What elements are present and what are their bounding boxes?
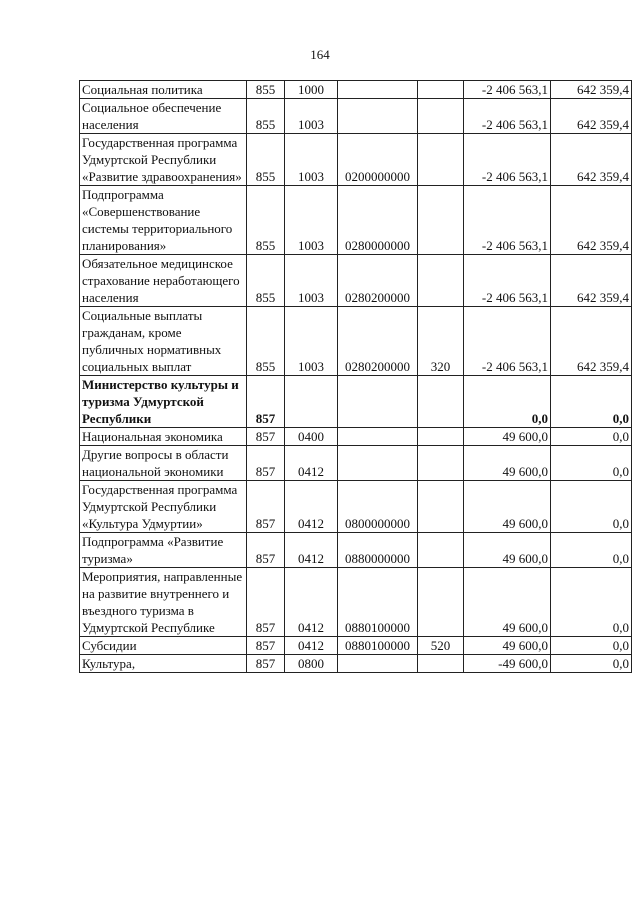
row-sum1-cell: 49 600,0 bbox=[464, 428, 551, 446]
row-csr-cell bbox=[338, 376, 418, 428]
table-row bbox=[80, 637, 632, 655]
row-name-cell: Национальная экономика bbox=[80, 428, 247, 446]
row-sum2-cell: 0,0 bbox=[551, 655, 632, 673]
row-sum2-cell: 0,0 bbox=[551, 637, 632, 655]
row-name-cell: Обязательное медицинское страхование неработающего населения bbox=[80, 255, 247, 307]
row-name-cell: Социальное обеспечение населения bbox=[80, 99, 247, 134]
row-sum1-cell: 49 600,0 bbox=[464, 533, 551, 568]
row-name-cell: Социальные выплаты гражданам, кроме публичных нормативных социальных выплат bbox=[80, 307, 247, 376]
row-ved-cell: 855 bbox=[247, 186, 285, 255]
row-name-cell: Мероприятия, направленные на развитие внутреннего и въездного туризма в Удмуртской Республике bbox=[80, 568, 247, 637]
row-name-cell: Социальная политика bbox=[80, 81, 247, 99]
table-row bbox=[80, 186, 632, 255]
table-row bbox=[80, 568, 632, 637]
row-name-cell: Государственная программа Удмуртской Республики «Культура Удмуртии» bbox=[80, 481, 247, 533]
row-csr-cell: 0800000000 bbox=[338, 481, 418, 533]
row-sum2-cell: 0,0 bbox=[551, 568, 632, 637]
table-row bbox=[80, 99, 632, 134]
row-sum2-cell: 0,0 bbox=[551, 533, 632, 568]
row-csr-cell bbox=[338, 428, 418, 446]
row-sum2-cell: 0,0 bbox=[551, 446, 632, 481]
row-rz-cell: 1003 bbox=[285, 99, 338, 134]
row-rz-cell: 1000 bbox=[285, 81, 338, 99]
row-csr-cell: 0280000000 bbox=[338, 186, 418, 255]
row-rz-cell: 1003 bbox=[285, 134, 338, 186]
row-vr-cell bbox=[418, 81, 464, 99]
row-sum2-cell: 0,0 bbox=[551, 376, 632, 428]
row-vr-cell: 520 bbox=[418, 637, 464, 655]
table-row bbox=[80, 428, 632, 446]
row-vr-cell bbox=[418, 568, 464, 637]
row-rz-cell: 0412 bbox=[285, 481, 338, 533]
row-csr-cell: 0280200000 bbox=[338, 255, 418, 307]
row-csr-cell bbox=[338, 446, 418, 481]
row-ved-cell: 855 bbox=[247, 255, 285, 307]
row-vr-cell bbox=[418, 481, 464, 533]
row-csr-cell: 0280200000 bbox=[338, 307, 418, 376]
row-ved-cell: 857 bbox=[247, 428, 285, 446]
row-vr-cell bbox=[418, 99, 464, 134]
row-sum1-cell: -2 406 563,1 bbox=[464, 99, 551, 134]
row-rz-cell bbox=[285, 376, 338, 428]
row-ved-cell: 857 bbox=[247, 376, 285, 428]
table-row bbox=[80, 255, 632, 307]
row-sum2-cell: 642 359,4 bbox=[551, 186, 632, 255]
table-row bbox=[80, 655, 632, 673]
row-sum1-cell: -2 406 563,1 bbox=[464, 186, 551, 255]
row-name-cell: Другие вопросы в области национальной экономики bbox=[80, 446, 247, 481]
table-row bbox=[80, 533, 632, 568]
page-number: 164 bbox=[310, 47, 330, 62]
row-sum1-cell: 49 600,0 bbox=[464, 568, 551, 637]
row-rz-cell: 0412 bbox=[285, 568, 338, 637]
row-sum1-cell: -2 406 563,1 bbox=[464, 255, 551, 307]
table-row bbox=[80, 376, 632, 428]
row-vr-cell bbox=[418, 533, 464, 568]
row-sum1-cell: -2 406 563,1 bbox=[464, 307, 551, 376]
row-csr-cell: 0200000000 bbox=[338, 134, 418, 186]
row-rz-cell: 1003 bbox=[285, 307, 338, 376]
row-sum1-cell: 49 600,0 bbox=[464, 481, 551, 533]
row-vr-cell bbox=[418, 428, 464, 446]
row-sum1-cell: -2 406 563,1 bbox=[464, 134, 551, 186]
table-row bbox=[80, 134, 632, 186]
row-name-cell: Подпрограмма «Развитие туризма» bbox=[80, 533, 247, 568]
row-sum1-cell: 49 600,0 bbox=[464, 446, 551, 481]
row-name-cell: Подпрограмма «Совершенствование системы территориального планирования» bbox=[80, 186, 247, 255]
row-name-cell: Субсидии bbox=[80, 637, 247, 655]
table-row bbox=[80, 307, 632, 376]
row-sum1-cell: 0,0 bbox=[464, 376, 551, 428]
row-rz-cell: 0400 bbox=[285, 428, 338, 446]
row-rz-cell: 0412 bbox=[285, 637, 338, 655]
row-csr-cell bbox=[338, 81, 418, 99]
row-ved-cell: 855 bbox=[247, 81, 285, 99]
row-vr-cell bbox=[418, 186, 464, 255]
row-ved-cell: 857 bbox=[247, 655, 285, 673]
row-sum1-cell: 49 600,0 bbox=[464, 637, 551, 655]
row-sum2-cell: 642 359,4 bbox=[551, 81, 632, 99]
row-sum1-cell: -49 600,0 bbox=[464, 655, 551, 673]
row-ved-cell: 857 bbox=[247, 481, 285, 533]
row-sum1-cell: -2 406 563,1 bbox=[464, 81, 551, 99]
row-sum2-cell: 642 359,4 bbox=[551, 307, 632, 376]
row-sum2-cell: 642 359,4 bbox=[551, 99, 632, 134]
row-vr-cell bbox=[418, 255, 464, 307]
row-name-cell: Государственная программа Удмуртской Республики «Развитие здравоохранения» bbox=[80, 134, 247, 186]
table-row bbox=[80, 481, 632, 533]
row-ved-cell: 855 bbox=[247, 99, 285, 134]
row-ved-cell: 857 bbox=[247, 568, 285, 637]
row-sum2-cell: 642 359,4 bbox=[551, 255, 632, 307]
row-sum2-cell: 642 359,4 bbox=[551, 134, 632, 186]
row-ved-cell: 857 bbox=[247, 533, 285, 568]
row-vr-cell: 320 bbox=[418, 307, 464, 376]
row-csr-cell bbox=[338, 99, 418, 134]
row-vr-cell bbox=[418, 376, 464, 428]
row-rz-cell: 0412 bbox=[285, 533, 338, 568]
row-rz-cell: 0412 bbox=[285, 446, 338, 481]
row-sum2-cell: 0,0 bbox=[551, 428, 632, 446]
row-csr-cell: 0880000000 bbox=[338, 533, 418, 568]
row-sum2-cell: 0,0 bbox=[551, 481, 632, 533]
row-vr-cell bbox=[418, 134, 464, 186]
row-ved-cell: 857 bbox=[247, 637, 285, 655]
row-csr-cell: 0880100000 bbox=[338, 637, 418, 655]
row-name-cell: Культура, bbox=[80, 655, 247, 673]
row-csr-cell bbox=[338, 655, 418, 673]
row-ved-cell: 855 bbox=[247, 134, 285, 186]
table-row bbox=[80, 81, 632, 99]
row-ved-cell: 855 bbox=[247, 307, 285, 376]
row-ved-cell: 857 bbox=[247, 446, 285, 481]
row-csr-cell: 0880100000 bbox=[338, 568, 418, 637]
row-name-cell: Министерство культуры и туризма Удмуртской Республики bbox=[80, 376, 247, 428]
budget-table bbox=[79, 80, 632, 673]
row-rz-cell: 1003 bbox=[285, 186, 338, 255]
row-vr-cell bbox=[418, 446, 464, 481]
row-rz-cell: 1003 bbox=[285, 255, 338, 307]
table-row bbox=[80, 446, 632, 481]
row-vr-cell bbox=[418, 655, 464, 673]
row-rz-cell: 0800 bbox=[285, 655, 338, 673]
